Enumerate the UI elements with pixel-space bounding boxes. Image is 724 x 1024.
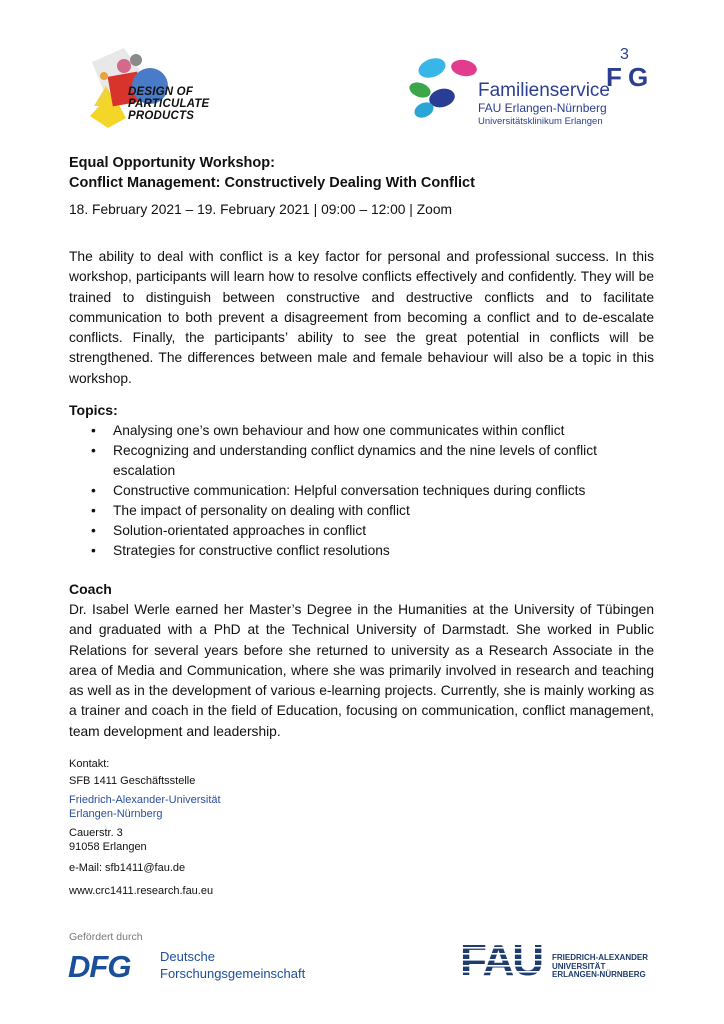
fau-name <box>552 954 648 980</box>
dfg-logo <box>68 950 152 980</box>
familienservice-subtitle-2: Universitätsklinikum Erlangen <box>478 116 603 127</box>
contact-email[interactable]: e-Mail: sfb1411@fau.de <box>69 862 186 874</box>
topic-item: • Strategies for constructive conflict resolutions <box>91 541 651 561</box>
contact-university-line-1: Friedrich-Alexander-Universität <box>69 794 221 806</box>
funded-by-label: Gefördert durch <box>69 931 143 943</box>
familienservice-subtitle: FAU Erlangen-Nürnberg <box>478 101 607 115</box>
topic-item: • The impact of personality on dealing with conflict <box>91 501 651 521</box>
event-title-line-1: Equal Opportunity Workshop: <box>69 155 275 171</box>
contact-street: Cauerstr. 3 <box>69 827 123 839</box>
dpp-line-2: PARTICULATE <box>128 98 210 110</box>
topics-heading: Topics: <box>69 402 118 418</box>
fau-name-line-1: FRIEDRICH-ALEXANDER <box>552 953 648 962</box>
contact-website[interactable]: www.crc1411.research.fau.eu <box>69 885 214 897</box>
coach-paragraph: Dr. Isabel Werle earned her Master’s Degree in the Humanities at the University of Tübingen and graduated with a PhD at the Technical University of Darmstadt. She worked in Public Relations for several years before she returned to university as a Research Associate in the area of Media and Communication, where she was primarily involved in research and teaching as well as in the development of various e-learning projects. Currently, she is mainly working as a trainer and coach in the field of Education, focusing on communication, conflict management, team development and leadership. <box>69 602 654 739</box>
dpp-line-1: DESIGN OF <box>128 86 194 98</box>
dpp-line-3: PRODUCTS <box>128 110 195 122</box>
topic-item: • Analysing one’s own behaviour and how one communicates within conflict <box>91 421 651 441</box>
event-intro-paragraph: The ability to deal with conflict is a key factor for personal and professional success. In this workshop, participants will learn how to resolve conflicts effectively and confidently. They will be trained to distinguish between constructive and destructive conflicts and to facilitate communication to both prevent a disagreement from becoming a conflict and to de-escalate conflicts. Finally, the participants’ ability to see the great potential in conflicts will be strengthened. The differences between male and female behaviour will also be a topic in this workshop. <box>69 249 654 386</box>
topic-item: • Constructive communication: Helpful conversation techniques during conflicts <box>91 481 651 501</box>
coach-heading: Coach <box>69 581 112 597</box>
dfg-name-line-2: Forschungsgemeinschaft <box>160 966 306 981</box>
contact-city: 91058 Erlangen <box>69 841 147 853</box>
svg-text:F: F <box>606 62 622 90</box>
topic-item: • Recognizing and understanding conflict dynamics and the nine levels of conflict escalation <box>91 441 651 481</box>
fau-logo <box>460 939 548 979</box>
topic-item: • Solution-orientated approaches in conflict <box>91 521 651 541</box>
contact-university-line-2: Erlangen-Nürnberg <box>69 808 163 820</box>
f3g-logo <box>606 44 652 90</box>
contact-office: SFB 1411 Geschäftsstelle <box>69 775 196 787</box>
fau-name-line-2: UNIVERSITÄT <box>552 961 606 971</box>
svg-text:3: 3 <box>620 46 629 63</box>
contact-label: Kontakt: <box>69 758 110 770</box>
dpp-logo-text <box>128 86 209 122</box>
familienservice-title: Familienservice <box>478 80 610 101</box>
fau-name-line-3: ERLANGEN-NÜRNBERG <box>552 970 646 980</box>
svg-text:G: G <box>628 62 649 90</box>
dfg-logo-text: DFG <box>68 950 131 980</box>
event-dateline: 18. February 2021 – 19. February 2021 | 09:00 – 12:00 | Zoom <box>69 202 452 217</box>
dfg-name-line-1: Deutsche <box>160 949 215 964</box>
event-title-line-2: Conflict Management: Constructively Dealing With Conflict <box>69 175 475 191</box>
familienservice-flower-icon <box>408 54 478 120</box>
topics-list <box>91 421 651 561</box>
